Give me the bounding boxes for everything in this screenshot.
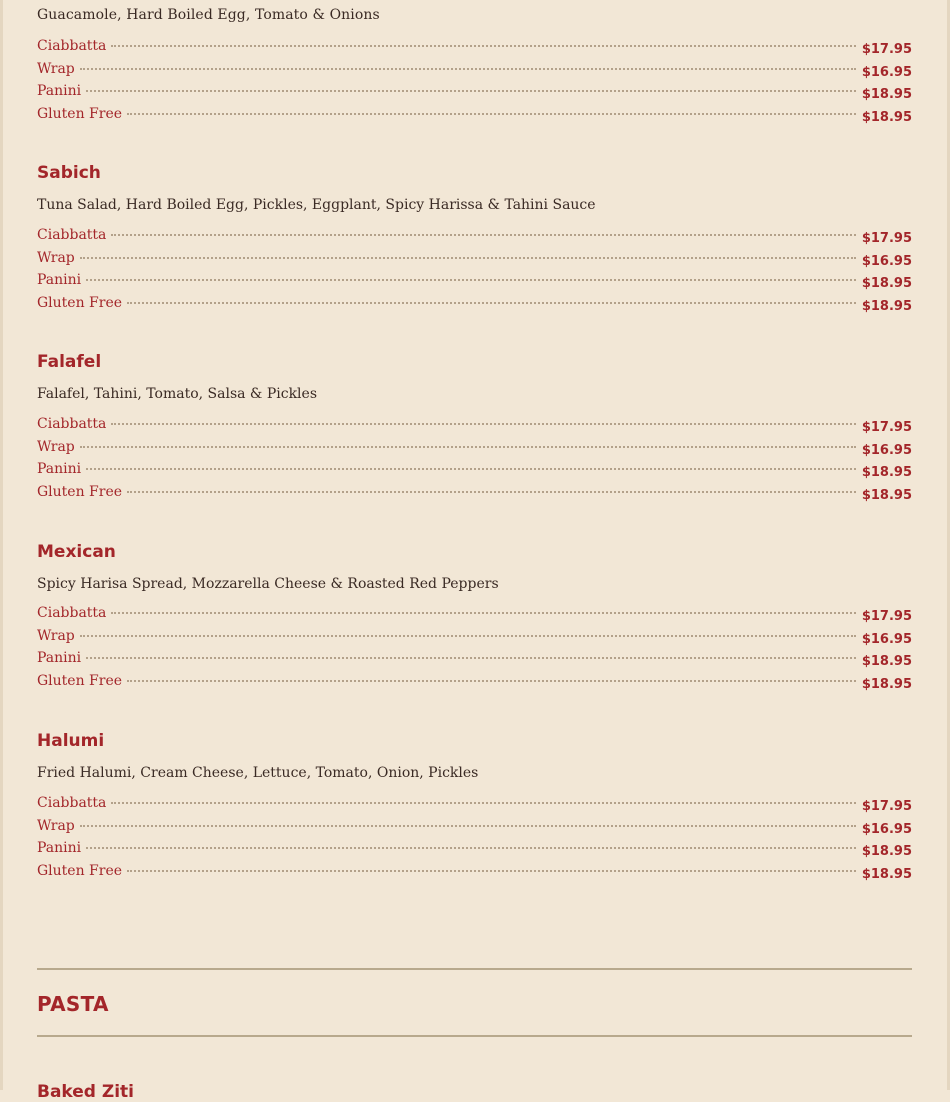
option-price: $18.95 [861, 87, 912, 103]
dot-leader [127, 870, 856, 872]
option-price: $16.95 [861, 442, 912, 458]
option-price: $17.95 [861, 42, 912, 57]
dot-leader [80, 257, 856, 259]
option-row[interactable] [37, 37, 912, 60]
option-label: Ciabbatta [37, 227, 107, 243]
option-row[interactable] [37, 438, 912, 461]
option-label: Wrap [37, 60, 75, 77]
option-row[interactable] [37, 271, 912, 294]
option-label: Wrap [37, 438, 75, 455]
option-label: Gluten Free [37, 105, 123, 122]
dot-leader [111, 45, 855, 47]
option-price: $17.95 [861, 231, 912, 246]
option-price: $16.95 [861, 253, 912, 269]
item-name: Mexican [37, 542, 116, 562]
dot-leader [80, 446, 856, 448]
option-row[interactable] [37, 794, 912, 817]
option-row[interactable] [37, 839, 912, 862]
item-description: Falafel, Tahini, Tomato, Salsa & Pickles [37, 386, 317, 402]
option-label: Wrap [37, 817, 75, 834]
option-row[interactable] [37, 460, 912, 483]
dot-leader [111, 802, 855, 804]
option-label: Panini [37, 840, 82, 857]
dot-leader [80, 825, 856, 827]
option-row[interactable] [37, 483, 912, 506]
option-row[interactable] [37, 649, 912, 672]
option-price: $16.95 [861, 631, 912, 647]
dot-leader [86, 657, 856, 659]
option-price: $18.95 [861, 676, 912, 692]
option-row[interactable] [37, 226, 912, 249]
option-label: Gluten Free [37, 862, 123, 879]
dot-leader [127, 113, 856, 115]
option-label: Wrap [37, 627, 75, 644]
item-description: Guacamole, Hard Boiled Egg, Tomato & Onions [37, 7, 380, 23]
dot-leader [80, 635, 856, 637]
dot-leader [86, 847, 856, 849]
option-row[interactable] [37, 604, 912, 627]
option-row[interactable] [37, 294, 912, 317]
section-title: PASTA [37, 992, 109, 1016]
dot-leader [127, 302, 856, 304]
dot-leader [86, 279, 856, 281]
option-price: $18.95 [861, 465, 912, 481]
dot-leader [127, 491, 856, 493]
option-row[interactable] [37, 415, 912, 438]
option-label: Panini [37, 83, 82, 100]
option-row[interactable] [37, 627, 912, 650]
option-price: $18.95 [861, 276, 912, 292]
dot-leader [86, 468, 856, 470]
option-price: $17.95 [861, 609, 912, 624]
dot-leader [86, 90, 856, 92]
item-options [37, 226, 912, 316]
option-price: $18.95 [861, 844, 912, 860]
option-price: $16.95 [861, 64, 912, 80]
option-price: $18.95 [861, 866, 912, 882]
option-label: Ciabbatta [37, 38, 107, 54]
option-label: Ciabbatta [37, 416, 107, 432]
section-divider-bottom [37, 1035, 912, 1037]
option-label: Ciabbatta [37, 795, 107, 811]
dot-leader [111, 423, 855, 425]
option-price: $18.95 [861, 487, 912, 503]
option-price: $18.95 [861, 298, 912, 314]
item-name: Baked Ziti [37, 1082, 135, 1102]
option-row[interactable] [37, 249, 912, 272]
item-options [37, 604, 912, 694]
section-divider-top [37, 968, 912, 970]
option-label: Panini [37, 272, 82, 289]
item-description: Spicy Harisa Spread, Mozzarella Cheese & Roasted Red Peppers [37, 576, 499, 592]
option-label: Gluten Free [37, 294, 123, 311]
option-row[interactable] [37, 817, 912, 840]
option-label: Gluten Free [37, 672, 123, 689]
option-price: $16.95 [861, 821, 912, 837]
option-row[interactable] [37, 862, 912, 885]
dot-leader [111, 234, 855, 236]
item-description: Tuna Salad, Hard Boiled Egg, Pickles, Eggplant, Spicy Harissa & Tahini Sauce [37, 197, 596, 213]
dot-leader [127, 680, 856, 682]
option-row[interactable] [37, 82, 912, 105]
item-options [37, 794, 912, 884]
item-options [37, 37, 912, 127]
page-edge-left [0, 0, 3, 1090]
option-row[interactable] [37, 672, 912, 695]
dot-leader [80, 68, 856, 70]
option-label: Panini [37, 650, 82, 667]
item-name: Halumi [37, 731, 105, 751]
option-row[interactable] [37, 105, 912, 128]
item-name: Sabich [37, 163, 101, 183]
option-price: $18.95 [861, 654, 912, 670]
option-row[interactable] [37, 60, 912, 83]
item-name: Falafel [37, 352, 102, 372]
option-price: $17.95 [861, 420, 912, 435]
option-label: Wrap [37, 249, 75, 266]
option-label: Panini [37, 461, 82, 478]
option-price: $18.95 [861, 109, 912, 125]
option-price: $17.95 [861, 799, 912, 814]
item-options [37, 415, 912, 505]
option-label: Gluten Free [37, 483, 123, 500]
option-label: Ciabbatta [37, 605, 107, 621]
item-description: Fried Halumi, Cream Cheese, Lettuce, Tomato, Onion, Pickles [37, 765, 479, 781]
dot-leader [111, 612, 855, 614]
